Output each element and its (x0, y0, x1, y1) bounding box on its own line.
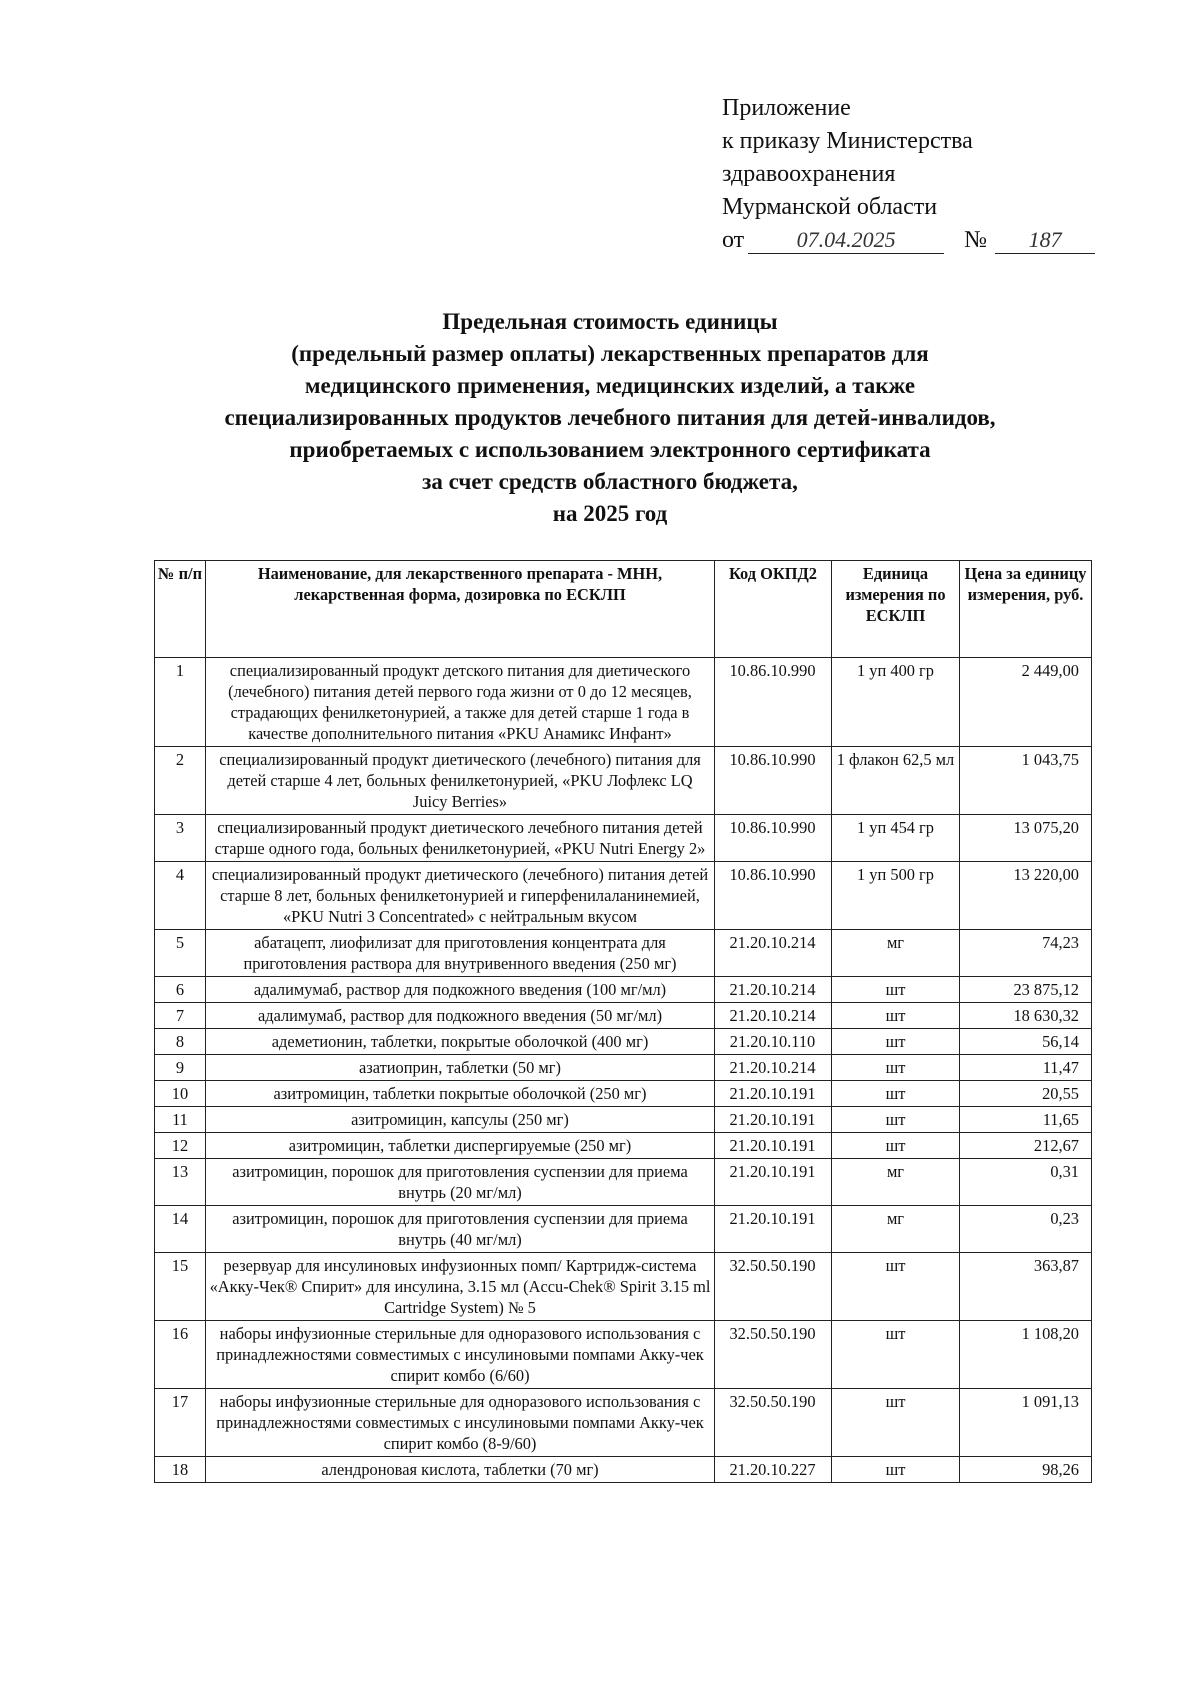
row-name: адеметионин, таблетки, покрытые оболочкой (400 мг) (206, 1029, 715, 1055)
row-code: 21.20.10.191 (715, 1081, 832, 1107)
title-line: Предельная стоимость единицы (442, 309, 778, 334)
row-code: 21.20.10.214 (715, 1003, 832, 1029)
row-name: наборы инфузионные стерильные для одноразового использования с принадлежностями совместимых с инсулиновыми помпами Акку-чек спирит комбо (8-9/60) (206, 1389, 715, 1457)
row-price: 13 220,00 (960, 862, 1092, 930)
approval-line: к приказу Министерства (722, 128, 973, 154)
title-line: медицинского применения, медицинских изделий, а также (304, 373, 916, 398)
row-price: 363,87 (960, 1253, 1092, 1321)
row-unit: шт (832, 1003, 960, 1029)
table-row (155, 1107, 1092, 1133)
row-unit: шт (832, 1055, 960, 1081)
row-unit: мг (832, 930, 960, 977)
row-code: 21.20.10.214 (715, 930, 832, 977)
table-row (155, 1081, 1092, 1107)
order-reference (722, 224, 1095, 257)
row-unit: мг (832, 1206, 960, 1253)
row-name: азитромицин, таблетки диспергируемые (250 мг) (206, 1133, 715, 1159)
row-number: 6 (155, 977, 206, 1003)
table-row (155, 1321, 1092, 1389)
row-code: 10.86.10.990 (715, 747, 832, 815)
order-date: 07.04.2025 (748, 227, 944, 254)
row-number: 12 (155, 1133, 206, 1159)
table-row (155, 1206, 1092, 1253)
row-number: 17 (155, 1389, 206, 1457)
row-code: 21.20.10.191 (715, 1206, 832, 1253)
document-title (150, 306, 1070, 530)
row-name: абатацепт, лиофилизат для приготовления концентрата для приготовления раствора для внутривенного введения (250 мг) (206, 930, 715, 977)
title-line: на 2025 год (552, 501, 668, 526)
row-price: 0,31 (960, 1159, 1092, 1206)
row-number: 18 (155, 1457, 206, 1483)
row-price: 13 075,20 (960, 815, 1092, 862)
header-name: Наименование, для лекарственного препарата - МНН, лекарственная форма, дозировка по ЕСКЛП (206, 561, 715, 658)
header-price: Цена за единицу измерения, руб. (960, 561, 1092, 658)
row-price: 20,55 (960, 1081, 1092, 1107)
row-name: алендроновая кислота, таблетки (70 мг) (206, 1457, 715, 1483)
row-unit: шт (832, 1081, 960, 1107)
row-code: 32.50.50.190 (715, 1321, 832, 1389)
row-number: 11 (155, 1107, 206, 1133)
approval-line: здравоохранения (722, 161, 896, 187)
row-code: 10.86.10.990 (715, 658, 832, 747)
row-number: 2 (155, 747, 206, 815)
row-price: 0,23 (960, 1206, 1092, 1253)
approval-block (722, 92, 1095, 257)
row-code: 10.86.10.990 (715, 815, 832, 862)
number-label: № (964, 227, 988, 253)
table-row (155, 658, 1092, 747)
header-unit: Единица измерения по ЕСКЛП (832, 561, 960, 658)
row-unit: шт (832, 1029, 960, 1055)
row-number: 7 (155, 1003, 206, 1029)
approval-line: Приложение (722, 95, 851, 121)
title-line: специализированных продуктов лечебного питания для детей-инвалидов, (224, 405, 996, 430)
table-row (155, 1457, 1092, 1483)
table-row (155, 1389, 1092, 1457)
row-code: 10.86.10.990 (715, 862, 832, 930)
table-row (155, 1003, 1092, 1029)
row-code: 21.20.10.191 (715, 1159, 832, 1206)
row-unit: шт (832, 1389, 960, 1457)
row-number: 13 (155, 1159, 206, 1206)
row-name: адалимумаб, раствор для подкожного введения (100 мг/мл) (206, 977, 715, 1003)
row-price: 74,23 (960, 930, 1092, 977)
row-name: резервуар для инсулиновых инфузионных помп/ Картридж-система «Акку-Чек® Спирит» для инсулина, 3.15 мл (Accu-Chek® Spirit 3.15 ml Cartridge System) № 5 (206, 1253, 715, 1321)
row-code: 32.50.50.190 (715, 1253, 832, 1321)
row-number: 4 (155, 862, 206, 930)
row-number: 16 (155, 1321, 206, 1389)
row-code: 21.20.10.214 (715, 977, 832, 1003)
table-row (155, 747, 1092, 815)
title-line: приобретаемых с использованием электронного сертификата (289, 437, 931, 462)
row-unit: шт (832, 1253, 960, 1321)
row-number: 3 (155, 815, 206, 862)
table-row (155, 1253, 1092, 1321)
row-price: 56,14 (960, 1029, 1092, 1055)
row-price: 23 875,12 (960, 977, 1092, 1003)
row-price: 1 043,75 (960, 747, 1092, 815)
table-row (155, 1159, 1092, 1206)
table-row (155, 1029, 1092, 1055)
table-body (155, 658, 1092, 1483)
row-number: 8 (155, 1029, 206, 1055)
row-code: 21.20.10.191 (715, 1107, 832, 1133)
row-name: адалимумаб, раствор для подкожного введения (50 мг/мл) (206, 1003, 715, 1029)
row-price: 212,67 (960, 1133, 1092, 1159)
row-number: 15 (155, 1253, 206, 1321)
row-name: азитромицин, таблетки покрытые оболочкой (250 мг) (206, 1081, 715, 1107)
row-code: 21.20.10.214 (715, 1055, 832, 1081)
table-row (155, 1133, 1092, 1159)
row-unit: шт (832, 977, 960, 1003)
row-number: 10 (155, 1081, 206, 1107)
row-unit: 1 уп 400 гр (832, 658, 960, 747)
table-row (155, 930, 1092, 977)
row-name: специализированный продукт детского питания для диетического (лечебного) питания детей первого года жизни от 0 до 12 месяцев, страдающих фенилкетонурией, а также для детей старше 1 года в качестве дополнительного питания «PKU Анамикс Инфант» (206, 658, 715, 747)
header-code: Код ОКПД2 (715, 561, 832, 658)
header-num: № п/п (155, 561, 206, 658)
row-price: 2 449,00 (960, 658, 1092, 747)
table-row (155, 1055, 1092, 1081)
row-unit: шт (832, 1457, 960, 1483)
row-number: 14 (155, 1206, 206, 1253)
row-number: 9 (155, 1055, 206, 1081)
order-number: 187 (995, 227, 1095, 254)
row-unit: мг (832, 1159, 960, 1206)
title-line: за счет средств областного бюджета, (422, 469, 798, 494)
price-table (154, 560, 1092, 1483)
row-name: специализированный продукт диетического (лечебного) питания для детей старше 4 лет, больных фенилкетонурией, «PKU Лофлекс LQ Juicy Berries» (206, 747, 715, 815)
row-name: азитромицин, порошок для приготовления суспензии для приема внутрь (20 мг/мл) (206, 1159, 715, 1206)
row-unit: 1 уп 454 гр (832, 815, 960, 862)
row-unit: шт (832, 1133, 960, 1159)
row-unit: шт (832, 1107, 960, 1133)
table-row (155, 862, 1092, 930)
row-name: специализированный продукт диетического лечебного питания детей старше одного года, больных фенилкетонурией, «PKU Nutri Energy 2» (206, 815, 715, 862)
row-name: азитромицин, капсулы (250 мг) (206, 1107, 715, 1133)
row-name: специализированный продукт диетического (лечебного) питания детей старше 8 лет, больных фенилкетонурией и гиперфенилаланинемией, «PKU Nutri 3 Concentrated» с нейтральным вкусом (206, 862, 715, 930)
from-label: от (722, 227, 745, 253)
table-row (155, 815, 1092, 862)
row-number: 1 (155, 658, 206, 747)
row-price: 98,26 (960, 1457, 1092, 1483)
row-name: азатиоприн, таблетки (50 мг) (206, 1055, 715, 1081)
row-price: 11,47 (960, 1055, 1092, 1081)
row-code: 32.50.50.190 (715, 1389, 832, 1457)
row-price: 11,65 (960, 1107, 1092, 1133)
row-price: 18 630,32 (960, 1003, 1092, 1029)
approval-line: Мурманской области (722, 194, 938, 220)
row-unit: 1 уп 500 гр (832, 862, 960, 930)
row-code: 21.20.10.191 (715, 1133, 832, 1159)
row-unit: 1 флакон 62,5 мл (832, 747, 960, 815)
row-unit: шт (832, 1321, 960, 1389)
table-header-row (155, 561, 1092, 658)
row-code: 21.20.10.227 (715, 1457, 832, 1483)
row-price: 1 091,13 (960, 1389, 1092, 1457)
row-number: 5 (155, 930, 206, 977)
row-name: азитромицин, порошок для приготовления суспензии для приема внутрь (40 мг/мл) (206, 1206, 715, 1253)
table-row (155, 977, 1092, 1003)
row-code: 21.20.10.110 (715, 1029, 832, 1055)
title-line: (предельный размер оплаты) лекарственных препаратов для (291, 341, 929, 366)
row-price: 1 108,20 (960, 1321, 1092, 1389)
row-name: наборы инфузионные стерильные для одноразового использования с принадлежностями совместимых с инсулиновыми помпами Акку-чек спирит комбо (6/60) (206, 1321, 715, 1389)
